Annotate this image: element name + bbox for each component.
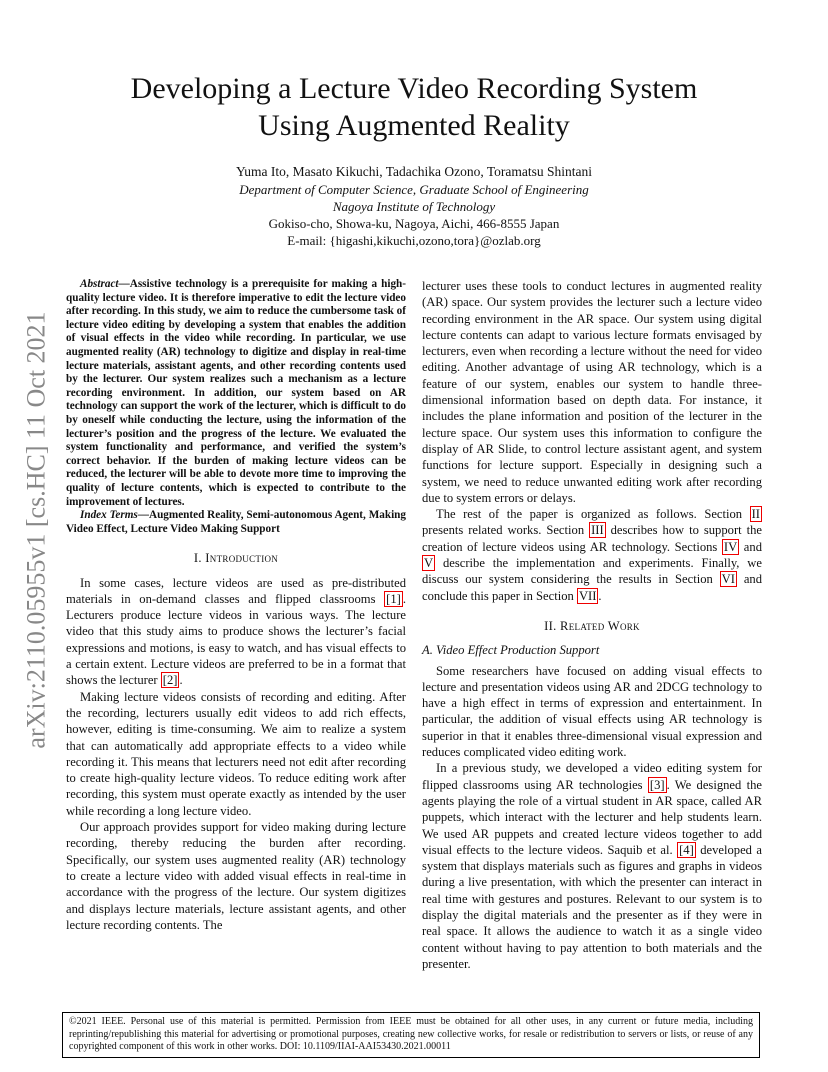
arxiv-identifier-text: arXiv:2110.05955v1 [cs.HC] 11 Oct 2021	[22, 311, 51, 749]
affiliation-address: Gokiso-cho, Showa-ku, Nagoya, Aichi, 466-8555 Japan	[268, 216, 560, 231]
author-block	[60, 163, 768, 249]
index-terms	[66, 509, 406, 536]
intro-paragraph-2: Making lecture videos consists of recording and editing. After the recording, lecturers usually edit videos to add rich effects, however, editing is time-consuming. We aim to realize a system that can automatically add appropriate effects to a video while recording it. This means that lecturers need not edit after recording to create high-quality lecture videos. To reduce editing work after recording, this system must operate exactly as intended by the user while recording a long lecture video.	[66, 689, 406, 818]
citation-link[interactable]: [4]	[679, 842, 694, 857]
intro-paragraph-3-continued: lecturer uses these tools to conduct lectures in augmented reality (AR) space. Our system provides the lecturer such a lecture video recording environment in the AR space. Our system using digital lecture contents can adapt to various lecture formats envisaged by lecturers, even when recording a lecture without the need for video editing. Another advantage of using AR technology, which is a feature of our system, enables our system to handle three-dimensional information based on depth data. For instance, it includes the plane information and position of the lecturer in the lecture space. Our system uses this information to configure the display of AR Slide, to control lecture assistant agent, and system functions for lecture support. Especially in designing such a system, we need to reduce unwanted editing work after recording due to system errors or delays.	[422, 279, 762, 505]
text-span: . We designed the agents playing the role of a virtual student in AR space, called AR puppets, which interact with the lecturer and help students learn. We used AR puppets and created lecture videos together to add visual effects to the lecture videos. Saquib et al.	[422, 777, 762, 857]
text-span: describe the implementation and experiments. Finally, we discuss our system considering the results in Section	[422, 556, 762, 587]
author-names: Yuma Ito, Masato Kikuchi, Tadachika Ozono, Toramatsu Shintani	[235, 164, 593, 179]
text-span: presents related works. Section	[422, 523, 590, 538]
index-terms-text: —Augmented Reality, Semi-autonomous Agent, Making Video Effect, Lecture Video Making Support	[66, 509, 406, 535]
text-span: .	[179, 673, 183, 688]
related-paragraph-1: Some researchers have focused on adding visual effects to lecture and presentation videos using AR and 2DCG technology to have a high effect in terms of expression and entertainment. In particular, the addition of visual effects using AR technology is superior in that it enables three-dimensional visual expression and reduces complicated video editing work.	[422, 663, 762, 760]
abstract-text: —Assistive technology is a prerequisite for making a high-quality lecture video. It is therefore imperative to edit the lecture video after recording. In this study, we aim to reduce the cumbersome task of lecture video editing by developing a system that enables the addition of visual effects in the video while recording. In particular, we use augmented reality (AR) technology to digitize and display in real-time lecture materials, assistant agents, and other recording contents used by the lecturer. Our system realizes such a mechanism as a lecture recording environment. In addition, our system based on AR technology can support the work of the lecturer, which is difficult to do by oneself while conducting the lecture, using the information of the lecturer’s position and the progress of the lecture. We evaluated the system functionality and performance, and verified the system’s correct behavior. If the burden of making lecture videos can be reduced, the lecturer will be able to devote more time to improving the quality of lecture contents, which is expected to contribute to the improvement of lectures.	[66, 278, 406, 508]
right-column	[422, 278, 762, 972]
text-span: The rest of the paper is organized as follows. Section	[436, 507, 750, 522]
left-column	[66, 278, 406, 933]
affiliation-department: Department of Computer Science, Graduate School of Engineering	[239, 182, 589, 197]
abstract-label: Abstract	[80, 278, 119, 290]
text-span: and	[739, 539, 762, 554]
text-span: and conclude this paper in Section	[422, 572, 762, 603]
paper-title-line-1: Developing a Lecture Video Recording System	[130, 72, 698, 105]
text-span: .	[598, 588, 602, 603]
section-link[interactable]: IV	[723, 539, 738, 554]
text-span: In a previous study, we developed a video editing system for flipped classrooms using AR technologies	[422, 761, 762, 792]
citation-link[interactable]: [2]	[162, 673, 178, 688]
arxiv-identifier	[14, 280, 60, 780]
section-link[interactable]: II	[751, 507, 760, 522]
text-span: developed a system that displays materials such as figures and graphs in videos during a live presentation, with which the presenter can interact in real time with gestures and postures. Relevant to our system is to display the digital materials and the presenter as if they were in real space. It allows the audience to watch it as a single video content without having to pay attention to both materials and the presenter.	[422, 842, 762, 971]
text-span: . Lecturers produce lecture videos in various ways. The lecture video that this study aims to produce shows the lecturer’s facial expressions and motions, is easy to watch, and has visual effects to a certain extent. Lecture videos are preferred to be in a format that shows the lecturer	[66, 591, 406, 688]
affiliation-institute: Nagoya Institute of Technology	[332, 199, 496, 214]
author-email: E-mail: {higashi,kikuchi,ozono,tora}@ozlab.org	[287, 233, 541, 248]
intro-paragraph-3: Our approach provides support for video making during lecture recording, thereby reducing the burden after recording. Specifically, our system uses augmented reality (AR) technology to create a lecture video with added visual effects in real-time in accordance with the progress of the lecture. Our system digitizes and displays lecture materials, lecture assistant agents, and other lecture recording contents. The	[66, 820, 406, 932]
copyright-notice: ©2021 IEEE. Personal use of this material is permitted. Permission from IEEE must be obtained for all other uses, in any current or future media, including reprinting/republishing this material for advertising or promotional purposes, creating new collective works, for resale or redistribution to servers or lists, or reuse of any copyrighted component of this work in other works. DOI: 10.1109/IIAI-AAI53430.2021.00011	[62, 1012, 760, 1058]
section-link[interactable]: V	[424, 556, 434, 571]
section-link[interactable]: III	[591, 523, 604, 538]
text-span: In some cases, lecture videos are used as pre-distributed materials in on-demand classes and flipped classrooms	[66, 575, 406, 606]
intro-paragraph-1	[66, 575, 406, 689]
section-link[interactable]: VI	[721, 572, 735, 587]
section-link[interactable]: VII	[578, 588, 597, 603]
paper-title-line-2: Using Augmented Reality	[258, 109, 570, 142]
subsection-heading: A. Video Effect Production Support	[422, 643, 600, 658]
paper-title	[60, 70, 768, 144]
section-heading-related-work: II. Related Work	[544, 618, 640, 633]
section-heading-introduction: I. Introduction	[193, 551, 279, 566]
citation-link[interactable]: [1]	[386, 591, 401, 606]
intro-paragraph-organization	[422, 506, 762, 604]
text-span: describes how to support the creation of lecture videos using AR technology. Sections	[422, 523, 762, 554]
citation-link[interactable]: [3]	[649, 777, 665, 792]
abstract	[66, 278, 406, 509]
index-terms-label: Index Terms	[80, 509, 138, 522]
related-paragraph-2	[422, 760, 762, 972]
